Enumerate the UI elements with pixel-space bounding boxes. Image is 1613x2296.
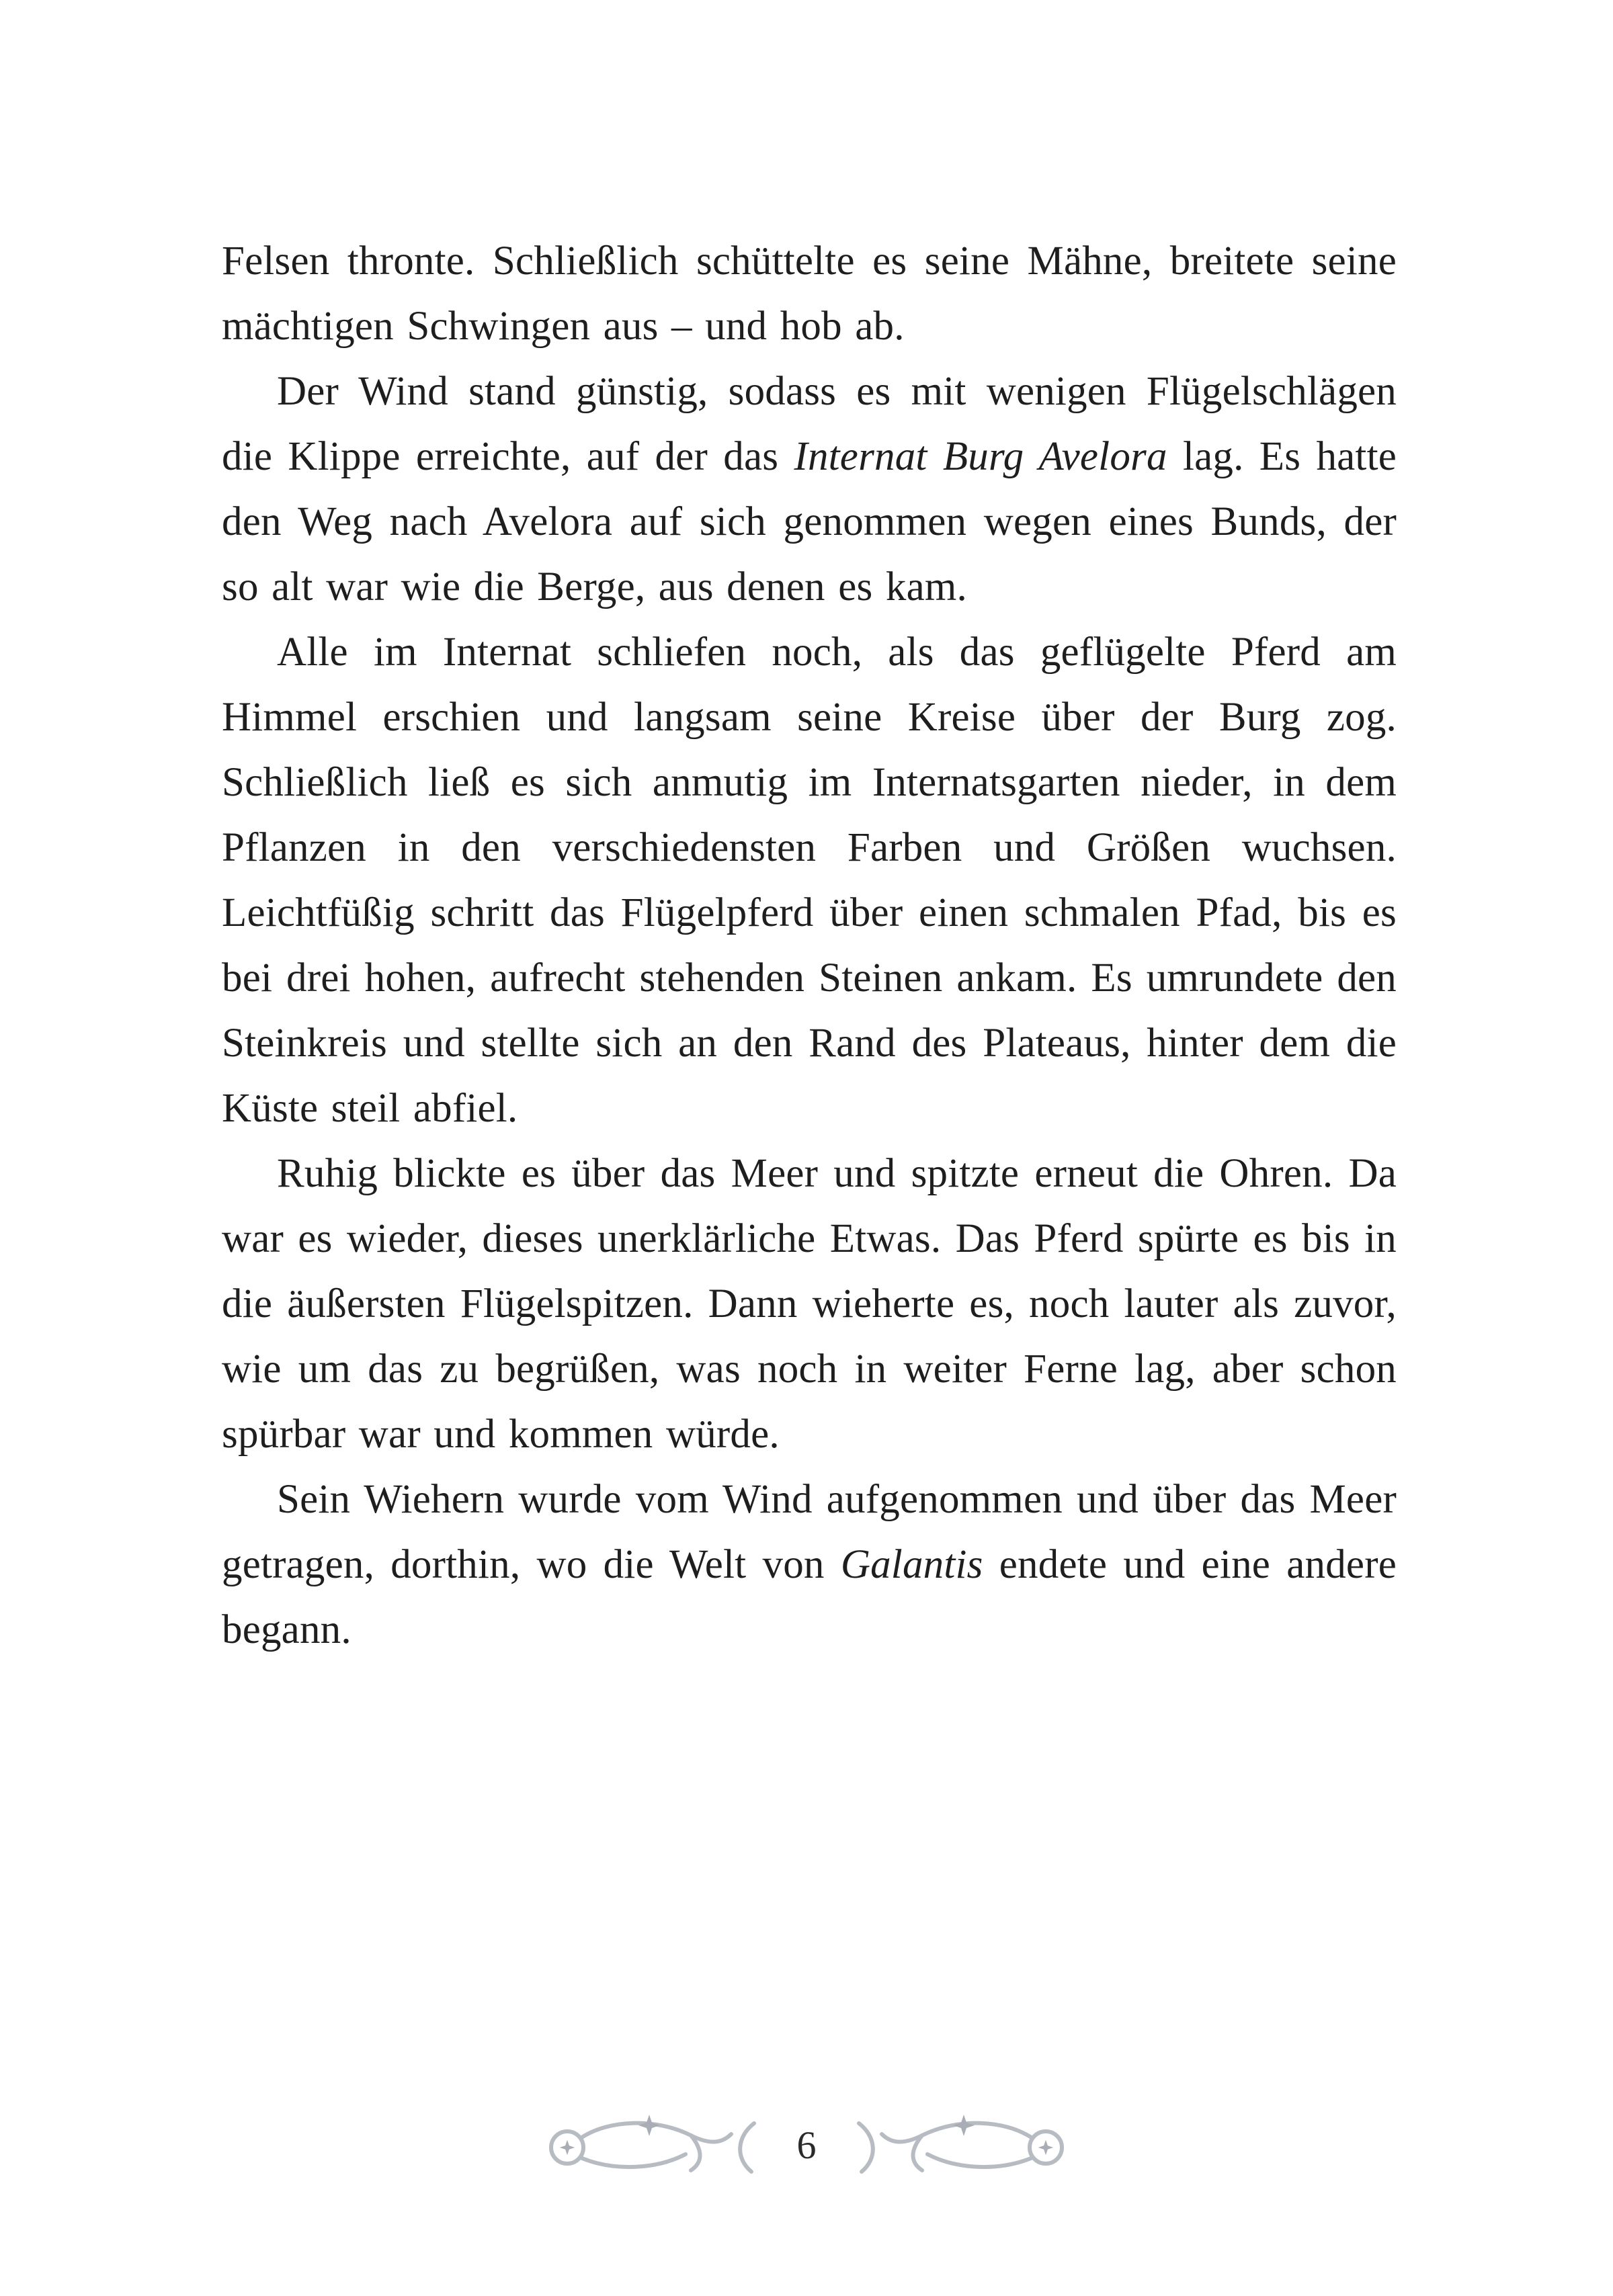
italic-text-run: Galantis [840,1542,983,1587]
italic-text-run: Internat Burg Avelora [794,434,1167,479]
text-block [222,228,1397,1662]
text-run: Der Wind stand günstig, sodass es mit wenigen Flügelschlägen die Klippe erreichte, auf der das [222,369,1397,479]
text-run: Sein Wiehern wurde vom Wind aufgenommen und über das Meer getragen, dorthin, wo die Welt von [222,1477,1397,1587]
text-run: Felsen thronte. Schließlich schüttelte es seine Mähne, breitete seine mächtigen Schwingen aus – und hob ab. [222,239,1397,349]
text-run: Ruhig blickte es über das Meer und spitzte erneut die Ohren. Da war es wieder, dieses unerklärliche Etwas. Das Pferd spürte es bis in die äußersten Flügelspitzen. Dann wieherte es, noch lauter als zuvor, wie um das zu begrüßen, was noch in weiter Ferne lag, aber schon spürbar war und kommen würde. [222,1151,1397,1457]
paragraph [222,620,1397,1141]
text-run: lag. Es hatte den Weg nach Avelora auf sich genommen wegen eines Bunds, der so alt war wie die Berge, aus denen es kam. [222,434,1397,609]
paragraph [222,359,1397,620]
flourish-left-icon [542,2109,763,2182]
text-run: endete und eine andere begann. [222,1542,1397,1652]
page-number: 6 [796,2123,817,2167]
page-footer [0,2109,1613,2182]
paragraph [222,1141,1397,1467]
flourish-right-icon [850,2109,1071,2182]
paragraph [222,228,1397,359]
text-run: Alle im Internat schliefen noch, als das geflügelte Pferd am Himmel erschien und langsam seine Kreise über der Burg zog. Schließlich ließ es sich anmutig im Internatsgarten nieder, in dem Pflanzen in den verschiedensten Farben und Größen wuchsen. Leichtfüßig schritt das Flügelpferd über einen schmalen Pfad, bis es bei drei hohen, aufrecht stehenden Steinen ankam. Es umrundete den Steinkreis und stellte sich an den Rand des Plateaus, hinter dem die Küste steil abfiel. [222,630,1397,1131]
paragraph [222,1467,1397,1662]
